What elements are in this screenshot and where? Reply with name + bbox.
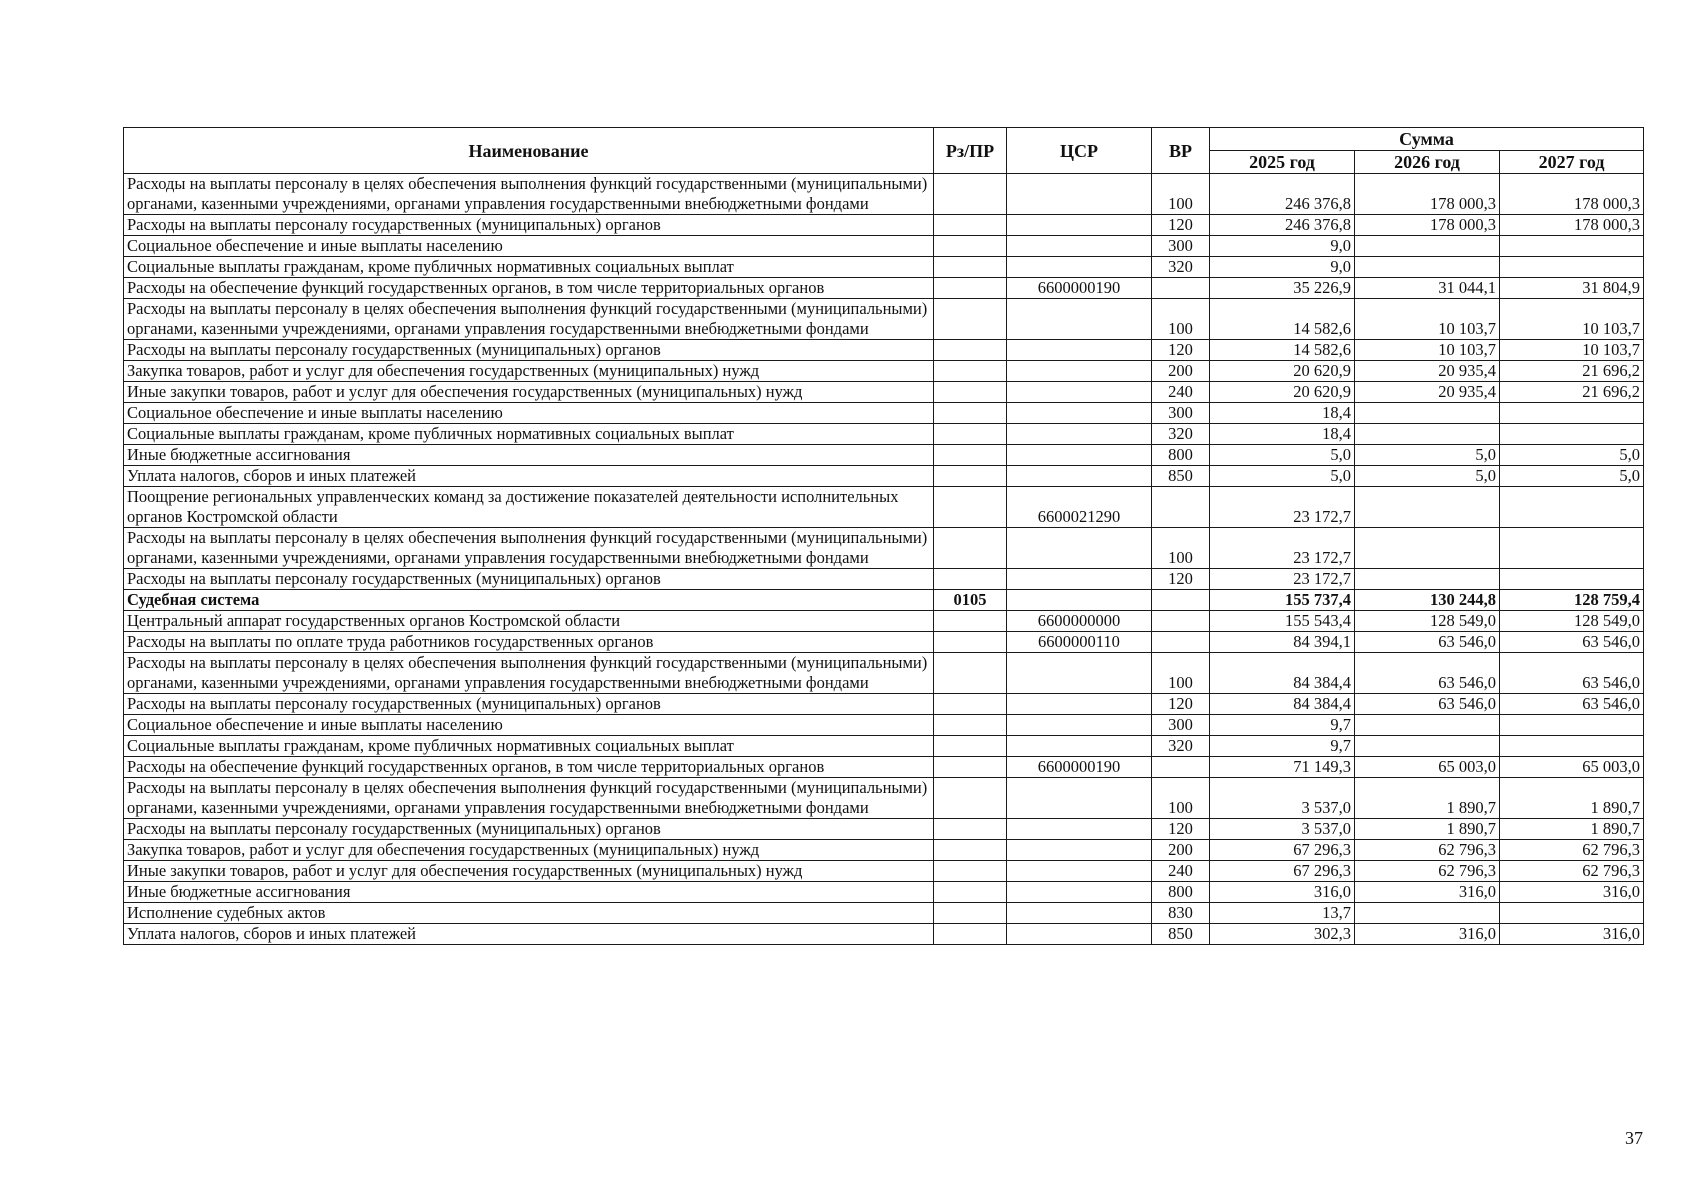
row-2026-cell: 62 796,3 [1355,861,1500,882]
row-2025-cell: 18,4 [1210,424,1355,445]
row-2025-cell: 5,0 [1210,466,1355,487]
table-row [124,361,1644,382]
row-name-cell: Социальные выплаты гражданам, кроме публичных нормативных социальных выплат [124,424,934,445]
row-name-cell: Расходы на выплаты персоналу в целях обеспечения выполнения функций государственными (муниципальными) органами, казенными учреждениями, органами управления государственными внебюджетными фондами [124,653,934,694]
row-name-cell: Иные закупки товаров, работ и услуг для обеспечения государственных (муниципальных) нужд [124,861,934,882]
row-2025-cell: 35 226,9 [1210,278,1355,299]
row-2026-cell: 178 000,3 [1355,215,1500,236]
row-csr-cell [1007,403,1152,424]
row-vr-cell [1152,590,1210,611]
row-csr-cell [1007,257,1152,278]
row-csr-cell [1007,569,1152,590]
row-rzpr-cell [934,424,1007,445]
row-csr-cell [1007,590,1152,611]
row-rzpr-cell [934,361,1007,382]
row-name-cell: Уплата налогов, сборов и иных платежей [124,466,934,487]
row-2027-cell: 10 103,7 [1500,340,1644,361]
row-name-cell: Расходы на выплаты по оплате труда работников государственных органов [124,632,934,653]
table-row [124,819,1644,840]
row-rzpr-cell [934,445,1007,466]
row-csr-cell: 6600000190 [1007,278,1152,299]
row-2027-cell: 21 696,2 [1500,382,1644,403]
row-rzpr-cell [934,278,1007,299]
row-rzpr-cell [934,487,1007,528]
row-csr-cell [1007,424,1152,445]
row-2026-cell: 1 890,7 [1355,819,1500,840]
table-row [124,632,1644,653]
row-2026-cell [1355,236,1500,257]
table-row [124,590,1644,611]
row-rzpr-cell [934,653,1007,694]
row-vr-cell: 300 [1152,236,1210,257]
table-row [124,278,1644,299]
row-2027-cell [1500,736,1644,757]
row-vr-cell [1152,278,1210,299]
row-rzpr-cell [934,736,1007,757]
row-name-cell: Социальные выплаты гражданам, кроме публичных нормативных социальных выплат [124,257,934,278]
row-name-cell: Социальное обеспечение и иные выплаты населению [124,403,934,424]
row-name-cell: Исполнение судебных актов [124,903,934,924]
table-row [124,611,1644,632]
row-2025-cell: 9,7 [1210,736,1355,757]
table-row [124,445,1644,466]
row-2026-cell [1355,569,1500,590]
row-rzpr-cell [934,382,1007,403]
row-name-cell: Расходы на выплаты персоналу государственных (муниципальных) органов [124,694,934,715]
table-row [124,653,1644,694]
row-vr-cell [1152,632,1210,653]
table-row [124,236,1644,257]
row-2025-cell: 84 384,4 [1210,653,1355,694]
row-name-cell: Расходы на выплаты персоналу в целях обеспечения выполнения функций государственными (муниципальными) органами, казенными учреждениями, органами управления государственными внебюджетными фондами [124,528,934,569]
row-vr-cell: 240 [1152,382,1210,403]
row-2025-cell: 9,0 [1210,257,1355,278]
table-row [124,778,1644,819]
table-row [124,694,1644,715]
row-name-cell: Закупка товаров, работ и услуг для обеспечения государственных (муниципальных) нужд [124,840,934,861]
row-2026-cell: 62 796,3 [1355,840,1500,861]
row-2026-cell: 316,0 [1355,924,1500,945]
table-row [124,340,1644,361]
row-rzpr-cell [934,757,1007,778]
row-2026-cell: 31 044,1 [1355,278,1500,299]
row-name-cell: Иные бюджетные ассигнования [124,882,934,903]
row-csr-cell: 6600000190 [1007,757,1152,778]
row-2027-cell: 5,0 [1500,466,1644,487]
row-2026-cell: 5,0 [1355,445,1500,466]
row-2026-cell [1355,715,1500,736]
row-2027-cell: 62 796,3 [1500,861,1644,882]
row-vr-cell: 100 [1152,778,1210,819]
row-2027-cell: 65 003,0 [1500,757,1644,778]
row-2025-cell: 18,4 [1210,403,1355,424]
row-2026-cell [1355,424,1500,445]
row-csr-cell [1007,382,1152,403]
row-vr-cell: 120 [1152,569,1210,590]
row-2025-cell: 23 172,7 [1210,528,1355,569]
row-2027-cell: 63 546,0 [1500,653,1644,694]
row-rzpr-cell [934,569,1007,590]
row-rzpr-cell [934,903,1007,924]
row-2025-cell: 14 582,6 [1210,340,1355,361]
row-2027-cell: 316,0 [1500,882,1644,903]
row-2025-cell: 20 620,9 [1210,382,1355,403]
row-csr-cell [1007,924,1152,945]
row-rzpr-cell [934,215,1007,236]
row-name-cell: Расходы на выплаты персоналу государственных (муниципальных) органов [124,215,934,236]
row-2025-cell: 20 620,9 [1210,361,1355,382]
row-vr-cell: 120 [1152,819,1210,840]
row-2025-cell: 23 172,7 [1210,487,1355,528]
row-2025-cell: 302,3 [1210,924,1355,945]
row-2025-cell: 316,0 [1210,882,1355,903]
row-name-cell: Иные закупки товаров, работ и услуг для обеспечения государственных (муниципальных) нужд [124,382,934,403]
row-2025-cell: 23 172,7 [1210,569,1355,590]
row-rzpr-cell [934,632,1007,653]
row-vr-cell: 100 [1152,174,1210,215]
row-2027-cell [1500,903,1644,924]
table-row [124,903,1644,924]
row-csr-cell [1007,819,1152,840]
row-rzpr-cell [934,819,1007,840]
row-name-cell: Расходы на выплаты персоналу в целях обеспечения выполнения функций государственными (муниципальными) органами, казенными учреждениями, органами управления государственными внебюджетными фондами [124,778,934,819]
row-vr-cell: 200 [1152,361,1210,382]
row-2025-cell: 3 537,0 [1210,778,1355,819]
table-row [124,924,1644,945]
row-rzpr-cell [934,174,1007,215]
row-name-cell: Социальное обеспечение и иные выплаты населению [124,236,934,257]
row-csr-cell [1007,840,1152,861]
row-2027-cell [1500,236,1644,257]
row-rzpr-cell [934,861,1007,882]
row-csr-cell [1007,736,1152,757]
col-header-2026: 2026 год [1355,151,1500,174]
col-header-2025: 2025 год [1210,151,1355,174]
row-csr-cell [1007,778,1152,819]
row-2027-cell: 31 804,9 [1500,278,1644,299]
row-vr-cell: 100 [1152,528,1210,569]
row-csr-cell [1007,299,1152,340]
table-row [124,715,1644,736]
row-2026-cell: 65 003,0 [1355,757,1500,778]
row-2027-cell [1500,528,1644,569]
row-2026-cell [1355,528,1500,569]
row-rzpr-cell [934,236,1007,257]
row-name-cell: Социальное обеспечение и иные выплаты населению [124,715,934,736]
row-2025-cell: 155 543,4 [1210,611,1355,632]
row-vr-cell: 850 [1152,924,1210,945]
table-row [124,882,1644,903]
table-body [124,174,1644,945]
row-vr-cell: 800 [1152,445,1210,466]
row-vr-cell: 120 [1152,340,1210,361]
row-rzpr-cell [934,715,1007,736]
row-csr-cell: 6600000110 [1007,632,1152,653]
table-row [124,424,1644,445]
row-name-cell: Расходы на выплаты персоналу государственных (муниципальных) органов [124,340,934,361]
row-rzpr-cell [934,528,1007,569]
row-2027-cell: 178 000,3 [1500,174,1644,215]
row-vr-cell: 300 [1152,403,1210,424]
table-row [124,861,1644,882]
row-vr-cell: 320 [1152,424,1210,445]
row-csr-cell [1007,236,1152,257]
row-2025-cell: 246 376,8 [1210,215,1355,236]
page-number: 37 [1625,1128,1643,1148]
row-2026-cell: 316,0 [1355,882,1500,903]
row-vr-cell: 100 [1152,299,1210,340]
row-2026-cell: 63 546,0 [1355,653,1500,694]
table-row [124,215,1644,236]
row-vr-cell: 830 [1152,903,1210,924]
row-name-cell: Закупка товаров, работ и услуг для обеспечения государственных (муниципальных) нужд [124,361,934,382]
row-2026-cell: 63 546,0 [1355,632,1500,653]
row-2026-cell: 130 244,8 [1355,590,1500,611]
row-rzpr-cell [934,340,1007,361]
row-rzpr-cell [934,882,1007,903]
row-csr-cell [1007,215,1152,236]
row-rzpr-cell [934,299,1007,340]
row-2026-cell [1355,903,1500,924]
row-name-cell: Расходы на выплаты персоналу государственных (муниципальных) органов [124,819,934,840]
table-row [124,840,1644,861]
row-2026-cell: 20 935,4 [1355,382,1500,403]
row-2025-cell: 13,7 [1210,903,1355,924]
table-row [124,466,1644,487]
col-header-2027: 2027 год [1500,151,1644,174]
row-2027-cell: 1 890,7 [1500,778,1644,819]
row-csr-cell [1007,653,1152,694]
row-2026-cell [1355,487,1500,528]
row-vr-cell [1152,757,1210,778]
row-2025-cell: 246 376,8 [1210,174,1355,215]
row-vr-cell: 800 [1152,882,1210,903]
row-2025-cell: 84 394,1 [1210,632,1355,653]
row-csr-cell: 6600021290 [1007,487,1152,528]
row-rzpr-cell [934,403,1007,424]
row-name-cell: Иные бюджетные ассигнования [124,445,934,466]
table-row [124,487,1644,528]
row-2027-cell: 63 546,0 [1500,694,1644,715]
row-csr-cell [1007,174,1152,215]
row-vr-cell [1152,487,1210,528]
row-2026-cell: 1 890,7 [1355,778,1500,819]
col-header-vr: ВР [1152,128,1210,174]
row-2026-cell: 10 103,7 [1355,340,1500,361]
row-csr-cell [1007,445,1152,466]
row-csr-cell [1007,882,1152,903]
row-vr-cell: 120 [1152,694,1210,715]
row-rzpr-cell [934,257,1007,278]
table-row [124,257,1644,278]
row-name-cell: Поощрение региональных управленческих команд за достижение показателей деятельности исполнительных органов Костромской области [124,487,934,528]
row-name-cell: Судебная система [124,590,934,611]
table-row [124,736,1644,757]
row-2026-cell: 5,0 [1355,466,1500,487]
row-csr-cell: 6600000000 [1007,611,1152,632]
col-header-name: Наименование [124,128,934,174]
table-row [124,569,1644,590]
table-row [124,174,1644,215]
row-2025-cell: 155 737,4 [1210,590,1355,611]
row-2027-cell: 316,0 [1500,924,1644,945]
row-csr-cell [1007,694,1152,715]
row-2025-cell: 9,7 [1210,715,1355,736]
row-2026-cell: 178 000,3 [1355,174,1500,215]
row-2025-cell: 71 149,3 [1210,757,1355,778]
row-2025-cell: 14 582,6 [1210,299,1355,340]
row-2025-cell: 84 384,4 [1210,694,1355,715]
table-header [124,128,1644,174]
table-row [124,382,1644,403]
row-2025-cell: 5,0 [1210,445,1355,466]
row-2026-cell: 10 103,7 [1355,299,1500,340]
row-2027-cell: 62 796,3 [1500,840,1644,861]
row-2025-cell: 9,0 [1210,236,1355,257]
row-vr-cell: 200 [1152,840,1210,861]
row-csr-cell [1007,715,1152,736]
row-rzpr-cell [934,840,1007,861]
row-2027-cell: 63 546,0 [1500,632,1644,653]
row-2026-cell [1355,736,1500,757]
row-csr-cell [1007,528,1152,569]
row-rzpr-cell [934,778,1007,819]
row-vr-cell: 120 [1152,215,1210,236]
row-2026-cell [1355,257,1500,278]
table-row [124,757,1644,778]
row-name-cell: Расходы на выплаты персоналу государственных (муниципальных) органов [124,569,934,590]
row-csr-cell [1007,466,1152,487]
col-header-sum: Сумма [1210,128,1644,151]
row-2026-cell [1355,403,1500,424]
row-2027-cell [1500,715,1644,736]
row-vr-cell: 300 [1152,715,1210,736]
row-name-cell: Уплата налогов, сборов и иных платежей [124,924,934,945]
row-name-cell: Расходы на обеспечение функций государственных органов, в том числе территориальных органов [124,278,934,299]
col-header-rzpr: Рз/ПР [934,128,1007,174]
budget-table [123,127,1644,945]
row-vr-cell: 320 [1152,257,1210,278]
row-2027-cell: 21 696,2 [1500,361,1644,382]
row-2025-cell: 67 296,3 [1210,861,1355,882]
row-2027-cell [1500,257,1644,278]
table-row [124,403,1644,424]
row-rzpr-cell [934,466,1007,487]
row-rzpr-cell [934,924,1007,945]
table-row [124,299,1644,340]
row-csr-cell [1007,340,1152,361]
row-name-cell: Расходы на выплаты персоналу в целях обеспечения выполнения функций государственными (муниципальными) органами, казенными учреждениями, органами управления государственными внебюджетными фондами [124,299,934,340]
row-2027-cell: 178 000,3 [1500,215,1644,236]
row-name-cell: Социальные выплаты гражданам, кроме публичных нормативных социальных выплат [124,736,934,757]
row-2027-cell [1500,424,1644,445]
row-2026-cell: 128 549,0 [1355,611,1500,632]
row-2025-cell: 3 537,0 [1210,819,1355,840]
row-rzpr-cell: 0105 [934,590,1007,611]
row-name-cell: Расходы на выплаты персоналу в целях обеспечения выполнения функций государственными (муниципальными) органами, казенными учреждениями, органами управления государственными внебюджетными фондами [124,174,934,215]
row-2027-cell: 1 890,7 [1500,819,1644,840]
row-2026-cell: 20 935,4 [1355,361,1500,382]
row-vr-cell: 240 [1152,861,1210,882]
col-header-csr: ЦСР [1007,128,1152,174]
row-2027-cell [1500,403,1644,424]
row-rzpr-cell [934,694,1007,715]
row-2027-cell: 10 103,7 [1500,299,1644,340]
row-vr-cell: 100 [1152,653,1210,694]
row-vr-cell: 850 [1152,466,1210,487]
row-2027-cell [1500,569,1644,590]
row-csr-cell [1007,361,1152,382]
row-2027-cell: 128 759,4 [1500,590,1644,611]
row-name-cell: Центральный аппарат государственных органов Костромской области [124,611,934,632]
row-2027-cell: 128 549,0 [1500,611,1644,632]
row-2027-cell [1500,487,1644,528]
row-name-cell: Расходы на обеспечение функций государственных органов, в том числе территориальных органов [124,757,934,778]
row-2025-cell: 67 296,3 [1210,840,1355,861]
row-vr-cell: 320 [1152,736,1210,757]
row-2027-cell: 5,0 [1500,445,1644,466]
row-rzpr-cell [934,611,1007,632]
row-2026-cell: 63 546,0 [1355,694,1500,715]
row-csr-cell [1007,861,1152,882]
row-csr-cell [1007,903,1152,924]
row-vr-cell [1152,611,1210,632]
table-row [124,528,1644,569]
